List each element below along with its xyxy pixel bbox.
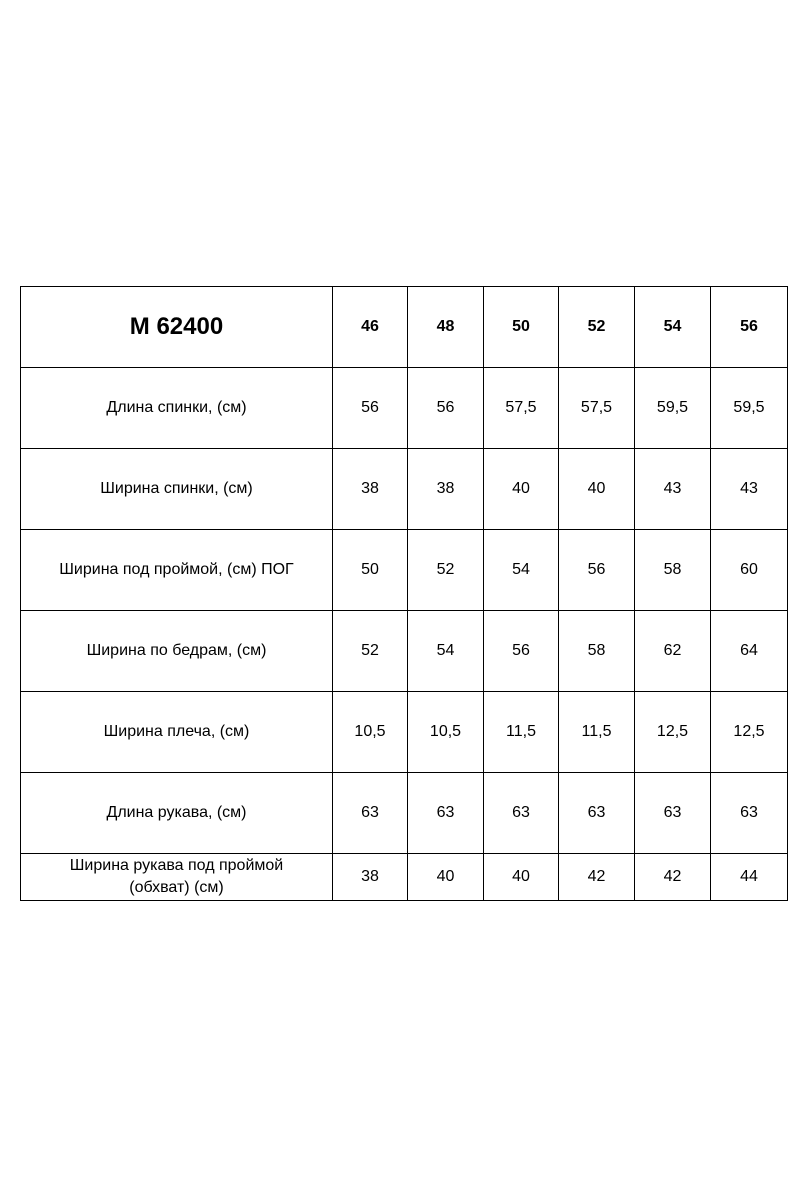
table-cell: 40 [559,449,635,530]
table-cell: 63 [408,773,484,854]
table-cell: 64 [711,611,788,692]
table-cell: 42 [635,854,711,901]
table-cell: 56 [408,368,484,449]
table-cell: 57,5 [559,368,635,449]
table-row [21,530,788,611]
table-row [21,449,788,530]
table-cell: 43 [635,449,711,530]
table-cell: 43 [711,449,788,530]
size-header: 48 [408,287,484,368]
row-label: Длина рукава, (см) [21,773,333,854]
table-cell: 52 [333,611,408,692]
table-cell: 38 [333,854,408,901]
table-row [21,611,788,692]
header-row [21,287,788,368]
table-cell: 10,5 [333,692,408,773]
table-cell: 42 [559,854,635,901]
table-cell: 58 [635,530,711,611]
table-cell: 56 [333,368,408,449]
row-label: Ширина плеча, (см) [21,692,333,773]
table-cell: 44 [711,854,788,901]
table-cell: 54 [408,611,484,692]
row-label-cell [21,854,333,901]
table-row [21,368,788,449]
table-cell: 56 [559,530,635,611]
table-cell: 52 [408,530,484,611]
row-label: Длина спинки, (см) [21,368,333,449]
table-cell: 59,5 [711,368,788,449]
table-cell: 57,5 [484,368,559,449]
table-cell: 38 [408,449,484,530]
size-header: 50 [484,287,559,368]
table-cell: 63 [635,773,711,854]
table-cell: 11,5 [484,692,559,773]
table-cell: 38 [333,449,408,530]
table-cell: 54 [484,530,559,611]
row-label: Ширина по бедрам, (см) [21,611,333,692]
size-header: 52 [559,287,635,368]
table-cell: 63 [484,773,559,854]
table-cell: 59,5 [635,368,711,449]
table-cell: 40 [484,854,559,901]
size-header: 54 [635,287,711,368]
row-label: Ширина спинки, (см) [21,449,333,530]
model-number: М 62400 [21,287,333,368]
table-cell: 11,5 [559,692,635,773]
table-cell: 50 [333,530,408,611]
table-row [21,773,788,854]
table-row [21,692,788,773]
size-header: 46 [333,287,408,368]
size-header: 56 [711,287,788,368]
table-cell: 63 [711,773,788,854]
table-row [21,854,788,901]
table-cell: 56 [484,611,559,692]
table-cell: 62 [635,611,711,692]
table-cell: 63 [559,773,635,854]
table-cell: 12,5 [711,692,788,773]
table-cell: 58 [559,611,635,692]
size-chart-table [20,286,788,901]
table-cell: 10,5 [408,692,484,773]
row-label: Ширина под проймой, (см) ПОГ [21,530,333,611]
table-cell: 63 [333,773,408,854]
table-cell: 40 [484,449,559,530]
table-cell: 12,5 [635,692,711,773]
table-cell: 40 [408,854,484,901]
row-label: Ширина рукава под проймой (обхват) (см) [69,857,284,896]
table-cell: 60 [711,530,788,611]
